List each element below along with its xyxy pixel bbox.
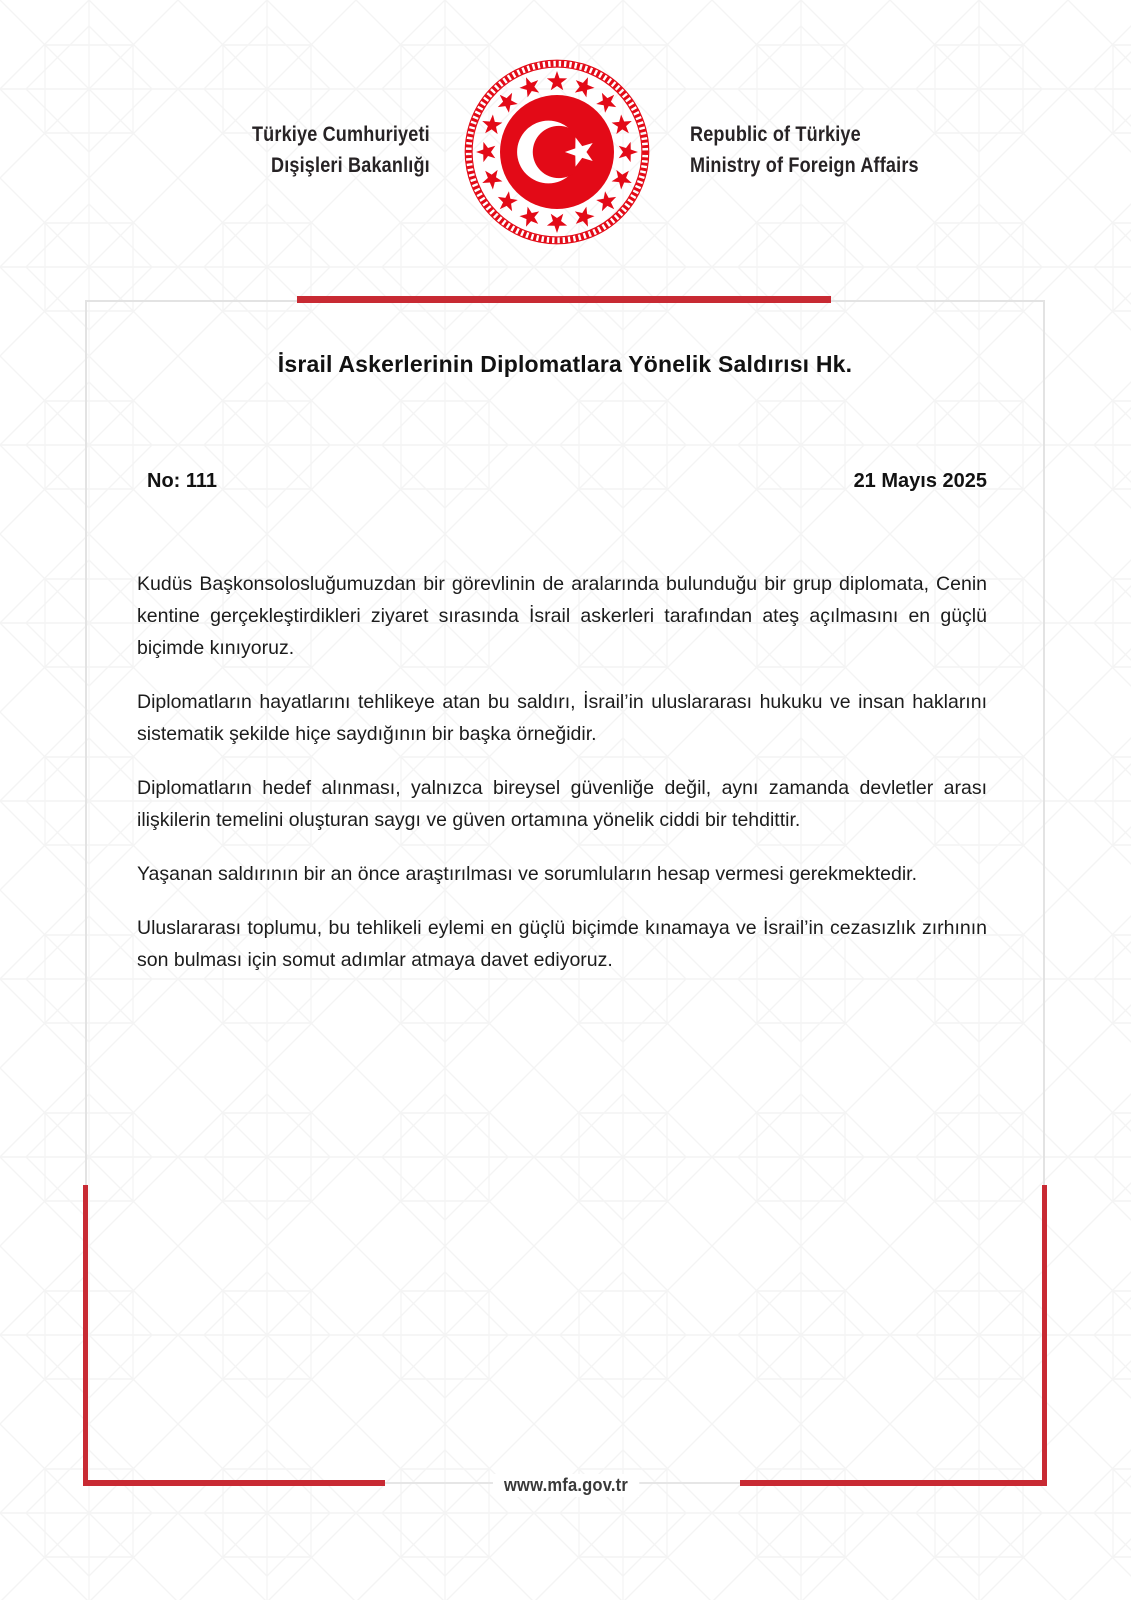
press-release-title: İsrail Askerlerinin Diplomatlara Yönelik Saldırısı Hk.: [277, 351, 853, 377]
release-body: [137, 568, 987, 998]
release-meta: [137, 470, 987, 493]
ministry-name-english-line2: Ministry of Foreign Affairs: [690, 154, 919, 177]
body-paragraph: Diplomatların hayatlarını tehlikeye atan bu saldırı, İsrail’in uluslararası hukuku ve insan haklarını sistematik şekilde hiçe saydığının bir başka örneğidir.: [137, 691, 987, 745]
frame-border-left-red: [83, 1185, 88, 1486]
ministry-name-english: [690, 119, 919, 181]
body-paragraph: Yaşanan saldırının bir an önce araştırılması ve sorumluların hesap vermesi gerekmektedir.: [137, 863, 917, 885]
ministry-name-english-line1: Republic of Türkiye: [690, 123, 861, 146]
body-paragraph: Uluslararası toplumu, bu tehlikeli eylemi en güçlü biçimde kınamaya ve İsrail’in cezasızlık zırhının son bulması için somut adımlar atmaya davet ediyoruz.: [137, 917, 987, 971]
frame-border-right-red: [1042, 1185, 1047, 1486]
frame-border-bottom-red-right: [740, 1480, 1047, 1486]
frame-border-bottom-red-left: [83, 1480, 385, 1486]
body-paragraph: Kudüs Başkonsolosluğumuzdan bir görevlinin de aralarında bulunduğu bir grup diplomata, Cenin kentine gerçekleştirdikleri ziyaret sırasında İsrail askerleri tarafından ateş açılmasını en güçlü biçimde kınıyoruz.: [137, 573, 987, 659]
red-divider-bar: [297, 296, 831, 303]
release-date: 21 Mayıs 2025: [853, 470, 987, 492]
footer-website: www.mfa.gov.tr: [492, 1474, 638, 1497]
turkiye-mfa-emblem-icon: [462, 57, 652, 247]
frame-border-right-gray: [1043, 300, 1045, 1185]
body-paragraph: Diplomatların hedef alınması, yalnızca bireysel güvenliğe değil, aynı zamanda devletler arası ilişkilerin temelini oluşturan saygı ve güven ortamına yönelik ciddi bir tehdittir.: [137, 777, 987, 831]
release-number: No: 111: [147, 470, 218, 492]
frame-border-left-gray: [85, 300, 87, 1185]
ministry-name-turkish-line2: Dışişleri Bakanlığı: [271, 154, 430, 177]
ministry-name-turkish-line1: Türkiye Cumhuriyeti: [252, 123, 430, 146]
ministry-name-turkish: [252, 119, 430, 181]
